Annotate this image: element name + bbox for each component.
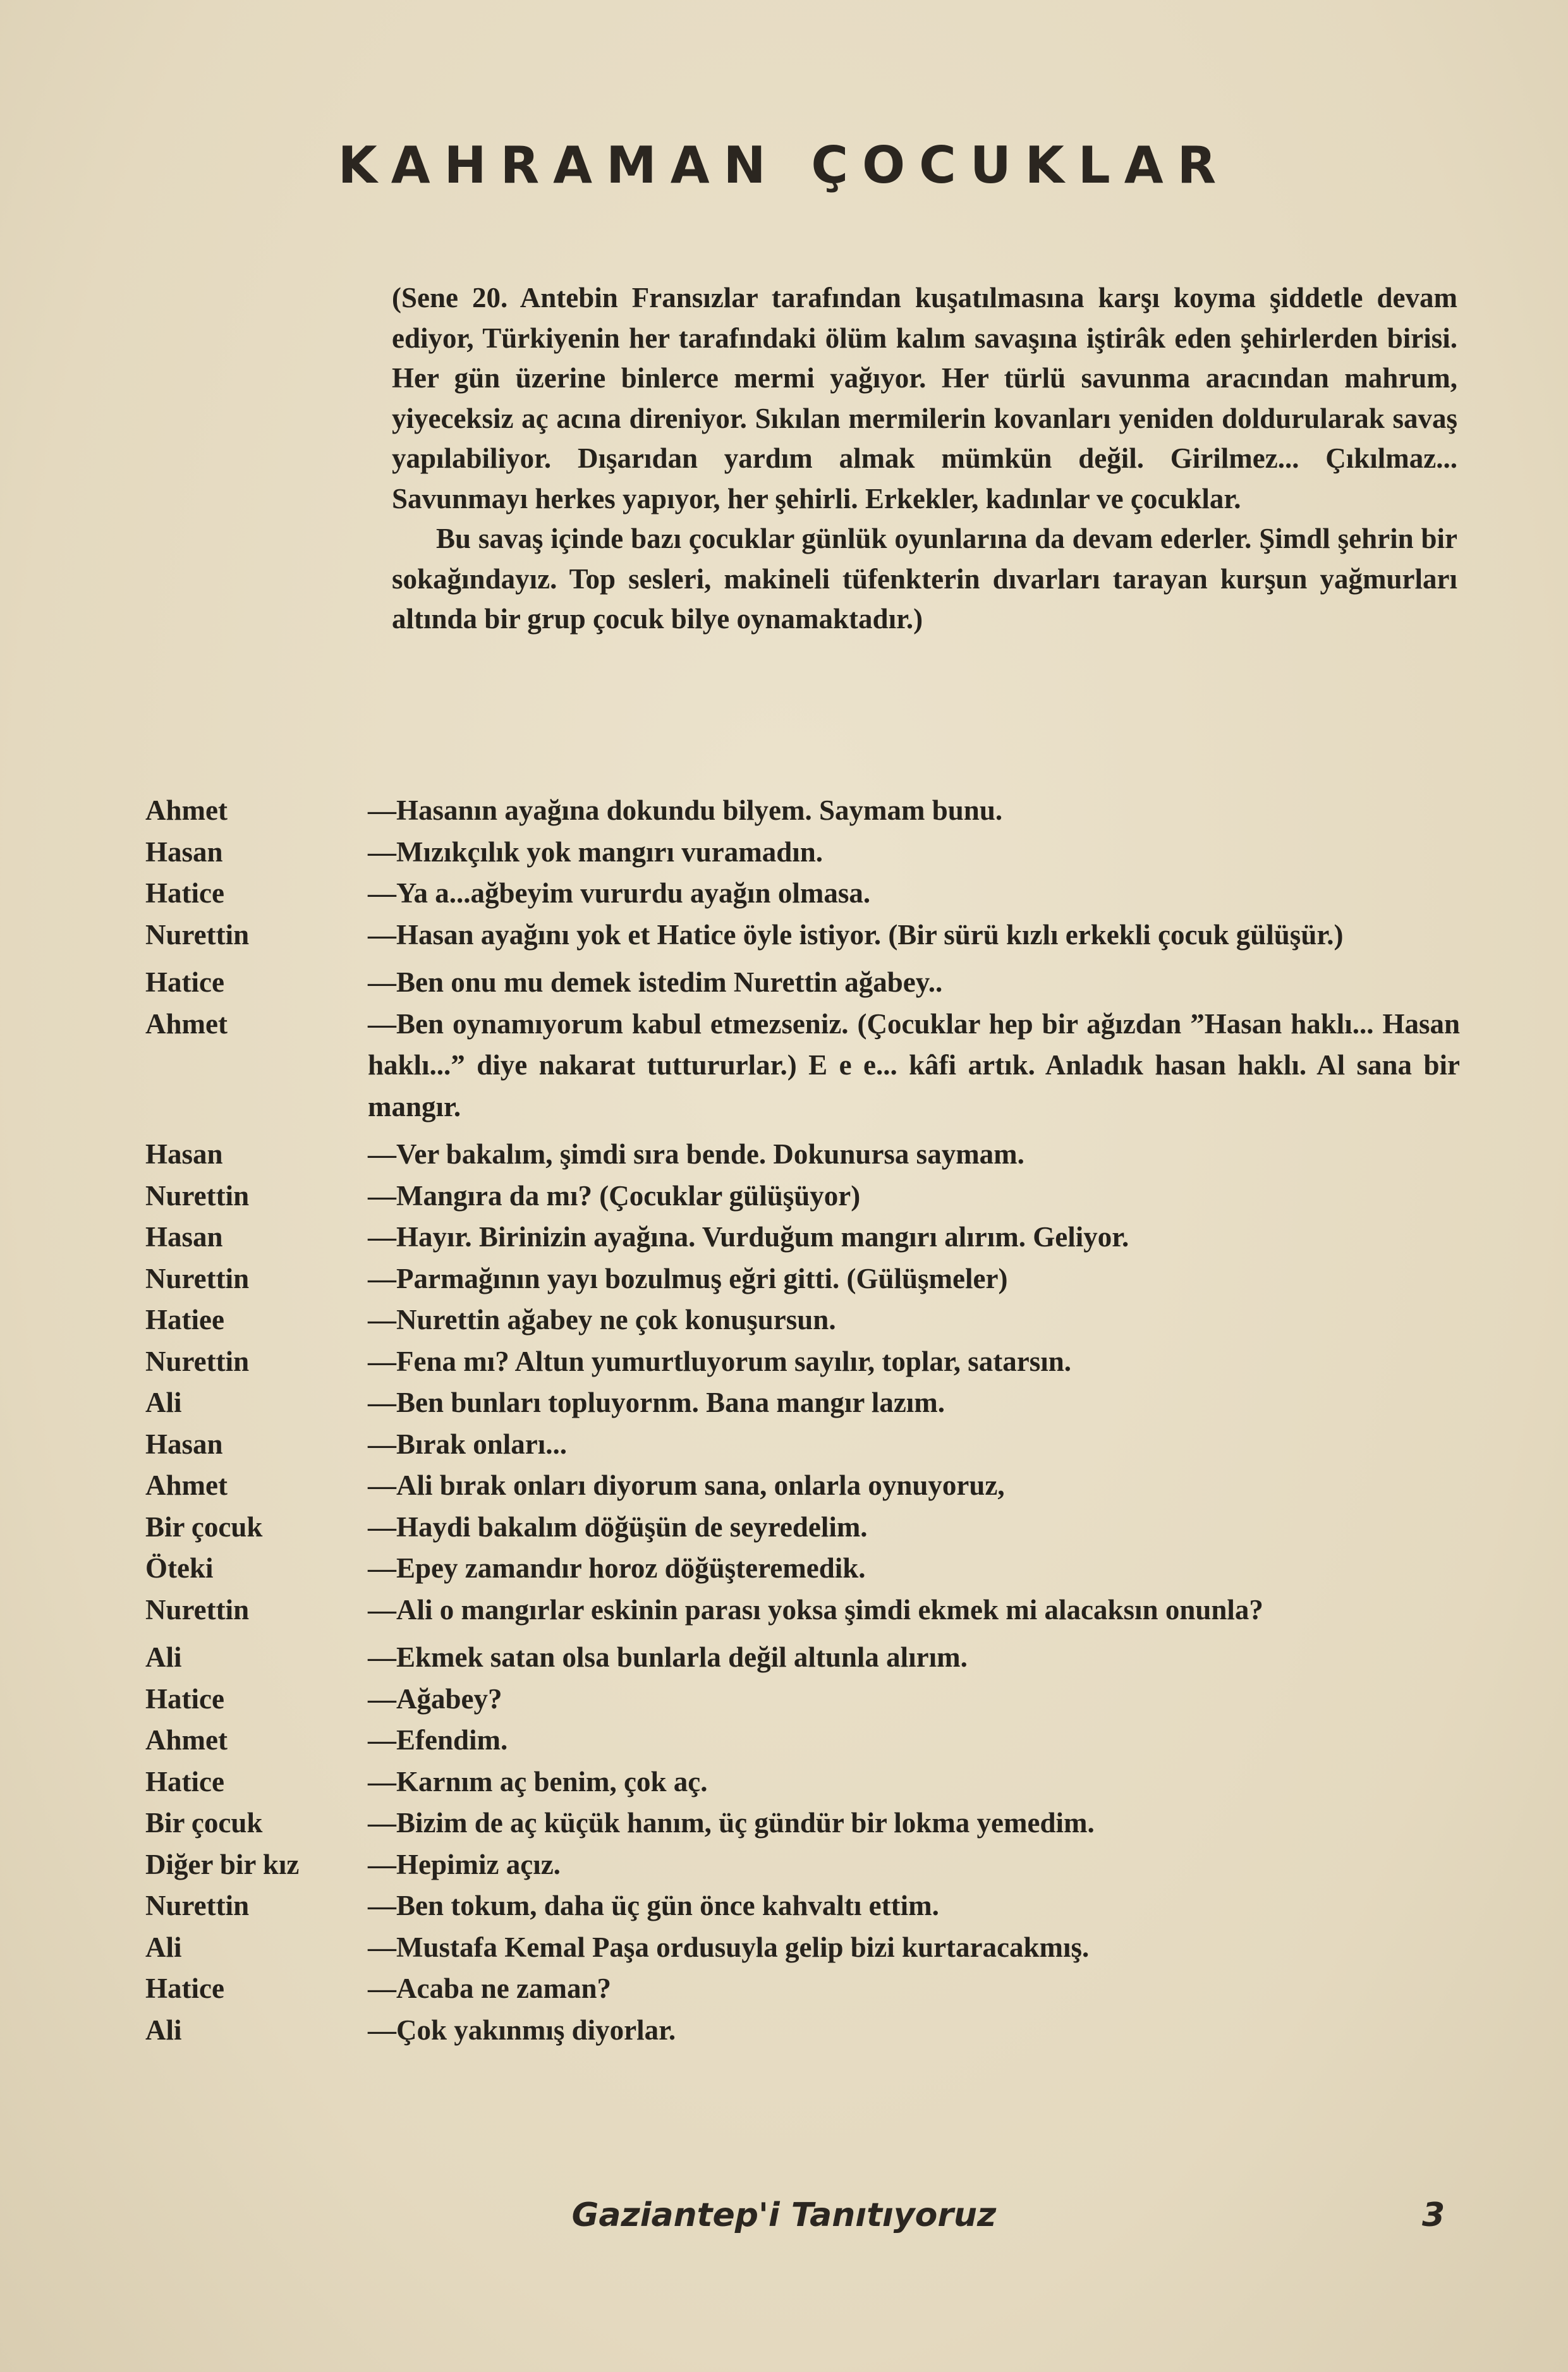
dialogue-line: —Bırak onları... [368, 1428, 568, 1460]
dialogue-row [145, 2010, 1460, 2052]
dialogue-row [145, 1761, 1460, 1803]
dialogue-row [145, 1258, 1460, 1300]
dialogue-row [145, 1803, 1460, 1844]
speaker-name: Ali [145, 1387, 182, 1418]
speaker-name: Ali [145, 1641, 182, 1673]
dialogue-row [145, 1176, 1460, 1217]
speaker-name: Hasan [145, 1428, 223, 1460]
dialogue-row [145, 873, 1460, 915]
speaker-name: Nurettin [145, 1345, 250, 1377]
dialogue-line: —Ekmek satan olsa bunlarla değil altunla alırım. [368, 1641, 968, 1673]
speaker-name: Bir çocuk [145, 1511, 263, 1543]
dialogue-line: —Hasan ayağını yok et Hatice öyle istiyor. (Bir sürü kızlı erkekli çocuk gülüşür.) [368, 918, 1344, 951]
page-number: 3 [1422, 2196, 1445, 2234]
speaker-name: Nurettin [145, 1593, 250, 1626]
intro-paragraph: Bu savaş içinde bazı çocuklar günlük oyunlarına da devam ederler. Şimdl şehrin bir sokağındayız. Top sesleri, makineli tüfenkterin dıvarları tarayan kurşun yağmurları altında bir grup çocuk bilye oynamaktadır.) [392, 523, 1457, 635]
speaker-name: Nurettin [145, 918, 250, 951]
dialogue-row [145, 1637, 1460, 1679]
dialogue-row [145, 1590, 1460, 1631]
speaker-name: Hatice [145, 877, 224, 909]
dialogue-line: —Nurettin ağabey ne çok konuşursun. [368, 1304, 836, 1335]
dialogue-line: —Mızıkçılık yok mangırı vuramadın. [368, 836, 824, 868]
speaker-name: Ali [145, 2014, 182, 2046]
dialogue-line: —Ali bırak onları diyorum sana, onlarla oynuyoruz, [368, 1469, 1005, 1501]
dialogue-line: —Ver bakalım, şimdi sıra bende. Dokunursa saymam. [368, 1138, 1024, 1170]
speaker-name: Hasan [145, 1221, 223, 1253]
dialogue-line: —Hasanın ayağına dokundu bilyem. Saymam bunu. [368, 794, 1003, 826]
dialogue-line: —Bizim de aç küçük hanım, üç gündür bir lokma yemedim. [368, 1807, 1095, 1839]
dialogue-row [145, 1885, 1460, 1927]
dialogue-row [145, 1679, 1460, 1720]
dialogue-line: —Haydi bakalım döğüşün de seyredelim. [368, 1511, 868, 1543]
speaker-name: Diğer bir kız [145, 1848, 300, 1880]
dialogue-row [145, 1927, 1460, 1969]
dialogue-line: —Ben onu mu demek istedim Nurettin ağabey.. [368, 966, 943, 998]
dialogue-line: —Mustafa Kemal Paşa ordusuyla gelip bizi kurtaracakmış. [368, 1931, 1090, 1963]
dialogue-row [145, 1548, 1460, 1590]
dialogue-row [145, 1844, 1460, 1886]
speaker-name: Ahmet [145, 794, 228, 826]
dialogue-line: —Hayır. Birinizin ayağına. Vurduğum mangırı alırım. Geliyor. [368, 1221, 1129, 1253]
dialogue-row [145, 1968, 1460, 2010]
stage-directions [392, 278, 1457, 640]
page-title: KAHRAMAN ÇOCUKLAR [337, 136, 1231, 195]
dialogue-row [145, 1720, 1460, 1761]
dialogue-line: —Epey zamandır horoz döğüşteremedik. [368, 1552, 866, 1584]
dialogue-row [145, 1507, 1460, 1548]
dialogue-line: —Ben bunları topluyornm. Bana mangır lazım. [368, 1387, 945, 1418]
dialogue-row [145, 1217, 1460, 1258]
speaker-name: Hasan [145, 836, 223, 868]
dialogue-line: —Parmağının yayı bozulmuş eğri gitti. (Gülüşmeler) [368, 1262, 1008, 1294]
dialogue-line: —Karnım aç benim, çok aç. [368, 1765, 708, 1797]
dialogue-line: —Ben oynamıyorum kabul etmezseniz. (Çocuklar hep bir ağızdan ”Hasan haklı... Hasan haklı...” diye nakarat tuttururlar.) E e e... kâfi artık. Anladık hasan haklı. Al sana bir mangır. [368, 1007, 1460, 1122]
dialogue-row [145, 1299, 1460, 1341]
dialogue-line: —Çok yakınmış diyorlar. [368, 2014, 676, 2046]
dialogue-line: —Ağabey? [368, 1682, 502, 1715]
dialogue-row [145, 915, 1460, 956]
speaker-name: Hatice [145, 1973, 224, 2004]
dialogue-row [145, 962, 1460, 1004]
dialogue-line: —Acaba ne zaman? [368, 1973, 611, 2004]
dialogue-list [145, 790, 1460, 2051]
dialogue-line: —Ali o mangırlar eskinin parası yoksa şimdi ekmek mi alacaksın onunla? [368, 1593, 1263, 1626]
dialogue-row [145, 1134, 1460, 1176]
dialogue-line: —Mangıra da mı? (Çocuklar gülüşüyor) [368, 1179, 861, 1212]
publication-footer: Gaziantep'i Tanıtıyoruz [571, 2196, 997, 2234]
dialogue-line: —Hepimiz açız. [368, 1848, 561, 1880]
speaker-name: Nurettin [145, 1262, 250, 1294]
speaker-name: Nurettin [145, 1890, 250, 1921]
dialogue-row [145, 1424, 1460, 1466]
speaker-name: Hasan [145, 1138, 223, 1170]
speaker-name: Öteki [145, 1552, 214, 1584]
speaker-name: Ahmet [145, 1007, 228, 1040]
speaker-name: Ahmet [145, 1724, 228, 1756]
dialogue-line: —Fena mı? Altun yumurtluyorum sayılır, toplar, satarsın. [368, 1345, 1072, 1377]
dialogue-line: —Ya a...ağbeyim vururdu ayağın olmasa. [368, 877, 871, 909]
speaker-name: Hatice [145, 1682, 224, 1715]
speaker-name: Nurettin [145, 1179, 250, 1212]
dialogue-line: —Ben tokum, daha üç gün önce kahvaltı ettim. [368, 1890, 939, 1921]
dialogue-row [145, 1004, 1460, 1128]
speaker-name: Bir çocuk [145, 1807, 263, 1839]
dialogue-row [145, 832, 1460, 873]
speaker-name: Hatice [145, 1765, 224, 1797]
speaker-name: Ali [145, 1931, 182, 1963]
intro-paragraph: (Sene 20. Antebin Fransızlar tarafından kuşatılmasına karşı koyma şiddetle devam ediyor, Türkiyenin her tarafındaki ölüm kalım savaşına iştirâk eden şehirlerden birisi. Her gün üzerine binlerce mermi yağıyor. Her türlü savunma aracından mahrum, yiyeceksiz aç acına direniyor. Sıkılan mermilerin kovanları yeniden doldurularak savaş yapılabiliyor. Dışarıdan yardım almak mümkün değil. Girilmez... Çıkılmaz... Savunmayı herkes yapıyor, her şehirli. Erkekler, kadınlar ve çocuklar. [392, 282, 1457, 514]
speaker-name: Hatiee [145, 1304, 224, 1335]
speaker-name: Hatice [145, 966, 224, 998]
dialogue-line: —Efendim. [368, 1724, 508, 1756]
dialogue-row [145, 790, 1460, 832]
dialogue-row [145, 1382, 1460, 1424]
dialogue-row [145, 1465, 1460, 1507]
speaker-name: Ahmet [145, 1469, 228, 1501]
dialogue-row [145, 1341, 1460, 1383]
